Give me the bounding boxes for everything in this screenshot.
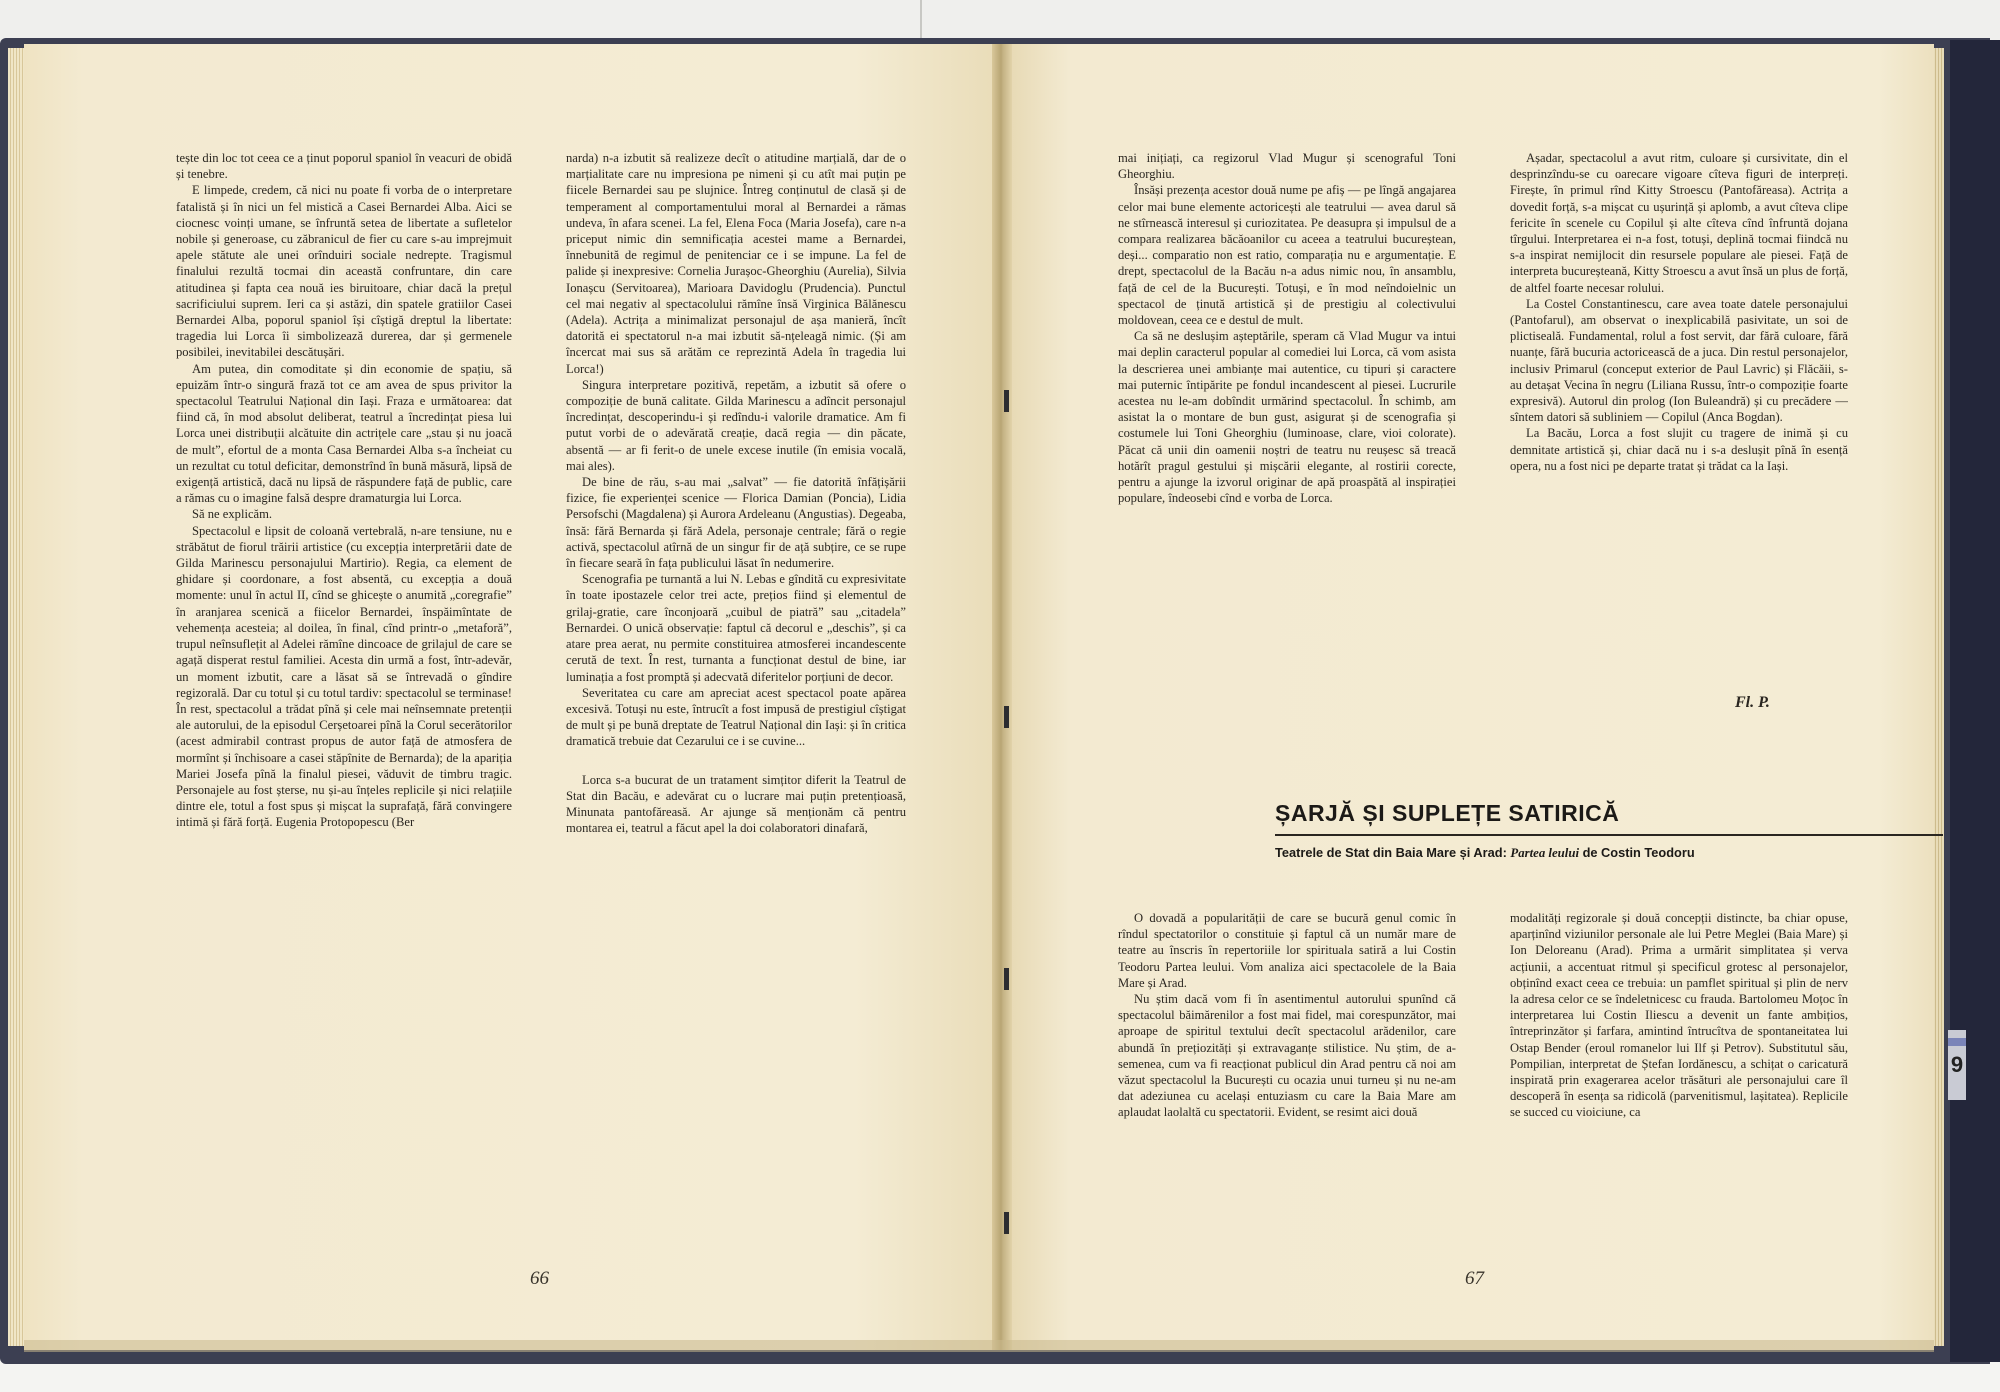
left-page-column-1 bbox=[176, 150, 512, 1210]
scan-top-divider bbox=[920, 0, 922, 40]
page-number-left: 66 bbox=[530, 1268, 549, 1289]
article-column-2 bbox=[1510, 910, 1848, 1240]
article-subtitle-tail: de Costin Teodoru bbox=[1579, 845, 1695, 860]
paragraph: Însăși prezența acestor două nume pe afiș — pe lîngă angajarea celor mai bune elemente actoricești ale teatrului — avea darul să ne stîrnească interesul și curiozitatea. Pe deasupra și impulsul de a compara realizarea băcăoanilor cu aceea a teatrului bucureștean, deși... comparatio non est ratio, comparația nu e argumentație. E drept, spectacolul de la Bacău n-a adus nimic nou, în ansamblu, față de cel de la București. Totuși, e în mod neîndoielnic un spectacol de ținută artistică și de prestigiu al colectivului moldovean, ceea ce e destul de mult. bbox=[1118, 183, 1456, 328]
index-tab-stripe bbox=[1948, 1038, 1966, 1046]
author-signature: Fl. P. bbox=[1735, 694, 1770, 711]
article-column-1 bbox=[1118, 910, 1456, 1240]
page-bottom-shadow bbox=[24, 1340, 1934, 1352]
book-gutter bbox=[992, 44, 1012, 1350]
paragraph: E limpede, credem, că nici nu poate fi vorba de o interpretare fatalistă și în nici un fel mistică a Casei Bernardei Alba. Aici se ciocnesc voinți umane, se înfruntă setea de libertate a sufletelor nobile și generoase, cu zăbranicul de fier cu care s-au imprejmuit apele stătute ale unei orînduiri sociale nedrepte. Tragismul finalului rezultă tocmai din această confruntare, din care atitudinea și fapta cea nouă ies biruitoare, chiar dacă la prețul sacrificiului suprem. Ieri ca și astăzi, din spatele gratiilor Casei Bernardei Alba, poporul spaniol își cîștigă dreptul la libertate: tragedia lui Lorca îi simbolizează durerea, dar și germenele posibilei, inevitabilei descătușări. bbox=[176, 183, 512, 360]
paragraph: Severitatea cu care am apreciat acest spectacol poate apărea excesivă. Totuși nu este, întrucît a fost impusă de prestigiul cîștigat de mult și pe bună dreptate de Teatrul Național din Iași: și în critica dramatică trebuie dat Cezarului ce i se cuvine... bbox=[566, 685, 906, 749]
paragraph: Ca să ne deslușim așteptările, speram că Vlad Mugur va intui mai deplin caracterul popular al comediei lui Lorca, că vom asista la descrierea unei ambianțe mai autentice, cu tipuri și caractere mai puternic întipărite pe fondul incandescent al piesei. Lucrurile acestea nu le-am dobîndit urmărind spectacolul. În schimb, am asistat la o montare de bun gust, asigurat și de scenografia și costumele lui Toni Gheorghiu (luminoase, clare, vioi colorate). Păcat că unii din oamenii noștri de teatru nu reușesc să treacă hotărît pragul gestului și mișcării elegante, al rostirii corecte, pentru a ajunge la izvorul originar de apă proaspătă al inspirației populare, îndeosebi cînd e vorba de Lorca. bbox=[1118, 329, 1456, 506]
paragraph: narda) n-a izbutit să realizeze decît o atitudine marțială, dar de o marțialitate care nu impresiona pe nimeni și cu atît mai puțin pe fiicele Bernardei sau pe slujnice. Întreg conținutul de clasă și de temperament al comportamentului moral al Bernardei a rămas undeva, în afara scenei. La fel, Elena Foca (Maria Josefa), care n-a priceput nimic din semnificația acestei mame a Bernardei, înnebunită de regimul de penitenciar ce i se impune. La fel de palide și inexpresive: Cornelia Jurașoc-Gheorghiu (Aurelia), Silvia Ionașcu (Servitoarea), Marioara Davidoglu (Prudencia). Punctul cel mai negativ al spectacolului rămîne însă Virginica Bălănescu (Adela). Actrița a minimalizat personajul de așa manieră, încît datorită ei spectatorul n-a mai izbutit să-nțeleagă nimic. (Și am încercat mai sus să arătăm ce reprezintă Adela în tragedia lui Lorca!) bbox=[566, 151, 906, 376]
paragraph: Nu știm dacă vom fi în asentimentul autorului spunînd că spectacolul băimărenilor a fost mai fidel, mai corespunzător, mai aproape de spiritul textului decît spectacolul arădenilor, care abundă în prețiozități și extravaganțe stilistice. Nu știm, de asemenea, cum va fi reacționat publicul din Arad pentru că noi am văzut spectacolul la București cu ocazia unui turneu și nu ne-am dat adeziunea cu același entuziasm cu care la Baia Mare am aplaudat laolaltă cu spectatorii. Evident, se resimt aici două bbox=[1118, 992, 1456, 1120]
paragraph: La Costel Constantinescu, care avea toate datele personajului (Pantofarul), am observat o inexplicabilă pasivitate, un soi de plictiseală. Fundamental, rolul a fost servit, dar fără culoare, fără nuanțe, fără bucuria actoricească de a juca. Din restul personajelor, inclusiv Primarul (conceput exterior de Paul Lavric) și Flăcăii, s-au detașat Vecina în negru (Liliana Russu, într-o compoziție foarte expresivă). Autorul din prolog (Ion Buleandră) și cu precădere — sîntem datori să subliniem — Copilul (Anca Bogdan). bbox=[1510, 296, 1848, 425]
gutter-mark bbox=[1004, 390, 1009, 412]
paragraph: Așadar, spectacolul a avut ritm, culoare și cursivitate, din el desprinzîndu-se cu oarecare vigoare cîteva figuri de interpreți. Firește, în primul rînd Kitty Stroescu (Pantofăreasa). Actrița a dovedit forță, s-a mișcat cu ușurință și aplomb, a avut cîteva clipe fericite în scenele cu Copilul și alte cîteva cînd înfruntă dojana tîrgului. Interpretarea ei n-a fost, totuși, deplină tocmai fiindcă nu s-a inspirat nemijlocit din resursele populare ale piesei. Față de interpreta bucureșteană, Kitty Stroescu a avut însă un plus de forță, de altfel foarte necesar rolului. bbox=[1510, 151, 1848, 295]
right-page-column-1 bbox=[1118, 150, 1456, 746]
title-rule bbox=[1275, 834, 1943, 836]
paragraph: La Bacău, Lorca a fost slujit cu tragere de inimă și cu demnitate artistică și, chiar dacă nu i s-a deslușit pînă în esență opera, nu a fost nici pe departe tratat și trădat ca la Iași. bbox=[1510, 426, 1848, 473]
paragraph: modalități regizorale și două concepții distincte, ba chiar opuse, aparținînd viziunilor personale ale lui Petre Meglei (Baia Mare) și Ion Deloreanu (Arad). Prima a urmărit simplitatea și verva acțiunii, a accentuat ritmul și specificul grotesc al personajelor, obținînd exact ceea ce trebuia: un pamflet spiritual și plin de nerv la adresa celor ce se îndeletnicesc cu frauda. Bartolomeu Moțoc în interpretarea lui Costin Iliescu a devenit un fante ambițios, întreprinzător și farfara, amintind întrucîtva de spontaneitatea lui Ostap Bender (eroul romanelor lui Ilf și Petrov). Substitutul său, Pompilian, interpretat de Ștefan Iordănescu, a schițat o caricatură inspirată prin exagerarea acelor trăsături ale personajului care îl descoperă în esența sa ridicolă (parvenitismul, lașitatea). Replicile se succed cu vioiciune, ca bbox=[1510, 911, 1848, 1120]
right-page-column-2 bbox=[1510, 150, 1848, 690]
paragraph: Să ne explicăm. bbox=[192, 507, 273, 522]
paragraph: Spectacolul e lipsit de coloană vertebrală, n-are tensiune, nu e străbătut de fiorul trăirii artistice (cu excepția interpretării date de Gilda Marinescu personajului Martirio). Regia, ca element de ghidare și coordonare, a fost absentă, cu excepția a două momente: unul în actul II, cînd se ghicește o anumită „coregrafie” în aranjarea scenică a fiicelor Bernardei, înspăimîntate de vehemența acesteia; al doilea, în final, cînd printr-o „metaforă”, trupul neînsuflețit al Adelei rămîne dincoace de grilajul de care se agață disperat restul familiei. Acesta din urmă a fost, într-adevăr, un moment izbutit, care a lăsat să se întrevadă o gîndire regizorală. Dar cu totul și cu totul tardiv: spectacolul se terminase! În rest, spectacolul a trădat pînă și cele mai neînsemnate pretenții ale autorului, de la episodul Cerșetoarei pînă la Corul secerătorilor (acest admirabil contrast propus de autor față de atmosfera de mormînt și închisoare a casei stăpînite de Bernarda); de la apariția Mariei Josefa pînă la finalul piesei, văduvit de timbru tragic. Personajele au fost șterse, nu și-au înțeles replicile și nici relațiile dintre ele, totul a fost spus și mișcat la suprafață, fără convingere intimă și fără forță. Eugenia Protopopescu (Ber bbox=[176, 523, 512, 830]
gutter-mark bbox=[1004, 706, 1009, 728]
gutter-mark bbox=[1004, 1212, 1009, 1234]
paragraph: De bine de rău, s-au mai „salvat” — fie datorită înfățișării fizice, fie experienței scenice — Florica Damian (Poncia), Lidia Persofschi (Magdalena) și Aurora Ardeleanu (Angustias). Degeaba, însă: fără Bernarda și fără Adela, personaje centrale; fără o regie activă, spectacolul atîrnă de un singur fir de ață subțire, ce se rupe în fiecare seară în fața publicului lăsat în nedumerire. bbox=[566, 475, 906, 571]
cover-edge bbox=[1950, 40, 2000, 1362]
page-number-right: 67 bbox=[1465, 1268, 1484, 1289]
paragraph: Am putea, din comoditate și din economie de spațiu, să epuizăm într-o singură frază tot ce am avea de spus privitor la spectacolul Teatrului Național din Iași. Fraza e următoarea: dat fiind că, în mod absolut deliberat, teatrul a încredințat piesa lui Lorca unei distribuții alcătuite din actrițele care „stau și nu joacă de mult”, efortul de a monta Casa Bernardei Alba s-a încheiat cu un rezultat cu totul deficitar, demonstrînd în bună măsură, lipsă de exigență artistică, dacă nu lipsă de răspundere față de public, care a rămas cu o imagine falsă despre dramaturgia lui Lorca. bbox=[176, 361, 512, 506]
paragraph: Scenografia pe turnantă a lui N. Lebas e gîndită cu expresivitate în toate ipostazele celor trei acte, prețios fiind și elementul de grilaj-gratie, care înconjoară „cuibul de piatră” sau „citadela” Bernardei. O unică observație: faptul că decorul e „deschis”, și ca atare prea aerat, nu permite constituirea atmosferei incandescente cerută de text. În rest, turnanta a funcționat destul de bine, iar luminația a fost promptă și adecvată diferitelor porțiuni de decor. bbox=[566, 572, 906, 684]
article-subtitle-play: Partea leului bbox=[1510, 846, 1580, 860]
gutter-mark bbox=[1004, 968, 1009, 990]
scan-top-strip bbox=[0, 0, 2000, 40]
paragraph: O dovadă a popularității de care se bucură genul comic în rîndul spectatorilor o constituie și faptul că un număr mare de teatre au înscris în repertoriile lor spirituala satiră a lui Costin Teodoru Partea leului. Vom analiza aici spectacolele de la Baia Mare și Arad. bbox=[1118, 911, 1456, 990]
article-subtitle bbox=[1275, 845, 1935, 861]
article-subtitle-lead: Teatrele de Stat din Baia Mare și Arad: bbox=[1275, 845, 1511, 860]
index-tab-label: 9 bbox=[1950, 1052, 1964, 1077]
paragraph: mai inițiați, ca regizorul Vlad Mugur și scenograful Toni Gheorghiu. bbox=[1118, 151, 1456, 182]
paragraph: tește din loc tot ceea ce a ținut poporul spaniol în veacuri de obidă și tenebre. bbox=[176, 151, 512, 182]
article-title: ȘARJĂ ȘI SUPLEȚE SATIRICĂ bbox=[1275, 800, 1620, 826]
paragraph: Singura interpretare pozitivă, repetăm, a izbutit să ofere o compoziție de bună calitate. Gilda Marinescu a adîncit personajul încredințat, descoperindu-i și redîndu-i valorile dramatice. Am fi putut vorbi de o adevărată creație, dacă regia — din păcate, absentă — ar fi ferit-o de unele excese inutile (în emisia vocală, mai ales). bbox=[566, 377, 906, 473]
paragraph: Lorca s-a bucurat de un tratament simțitor diferit la Teatrul de Stat din Bacău, e adevărat cu o lucrare mai puțin pretențioasă, Minunata pantofăreasă. Ar ajunge să menționăm că pentru montarea ei, teatrul a făcut apel la doi colaboratori dinafară, bbox=[566, 772, 906, 836]
left-page-column-2 bbox=[566, 150, 906, 1210]
